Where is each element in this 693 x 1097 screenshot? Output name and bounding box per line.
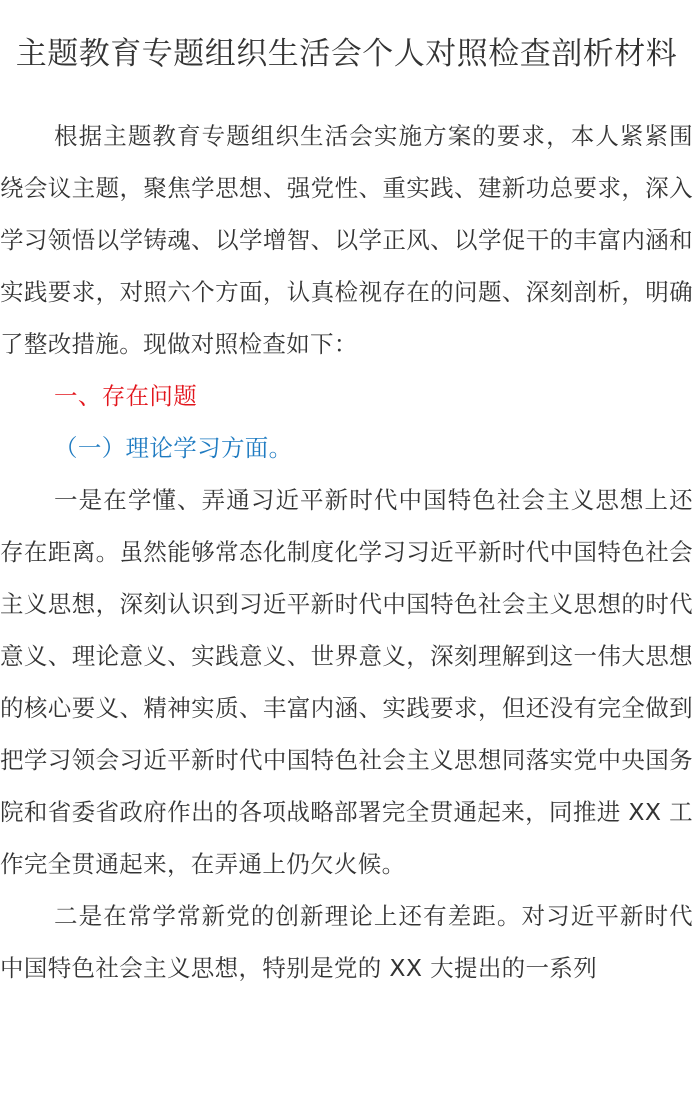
section-heading-problems: 一、存在问题	[54, 382, 198, 410]
document-title: 主题教育专题组织生活会个人对照检查剖析材料	[15, 36, 678, 72]
point-one-paragraph: 一是在学懂、弄通习近平新时代中国特色社会主义思想上还存在距离。虽然能够常态化制度化学习习近平新时代中国特色社会主义思想，深刻认识到习近平新时代中国特色社会主义思想的时代意义、理论意义、实践意义、世界意义，深刻理解到这一伟大思想的核心要义、精神实质、丰富内涵、实践要求，但还没有完全做到把学习领会习近平新时代中国特色社会主义思想同落实党中央国务院和省委省政府作出的各项战略部署完全贯通起来，同推进 XX 工作完全贯通起来，在弄通上仍欠火候。	[0, 486, 693, 878]
document-body	[0, 110, 693, 994]
point-two-paragraph: 二是在常学常新党的创新理论上还有差距。对习近平新时代中国特色社会主义思想，特别是党的 XX 大提出的一系列	[0, 902, 693, 982]
intro-paragraph: 根据主题教育专题组织生活会实施方案的要求，本人紧紧围绕会议主题，聚焦学思想、强党性、重实践、建新功总要求，深入学习领悟以学铸魂、以学增智、以学正风、以学促干的丰富内涵和实践要求，对照六个方面，认真检视存在的问题、深刻剖析，明确了整改措施。现做对照检查如下：	[0, 122, 693, 358]
subsection-heading-theory-study: （一）理论学习方面。	[54, 434, 293, 462]
